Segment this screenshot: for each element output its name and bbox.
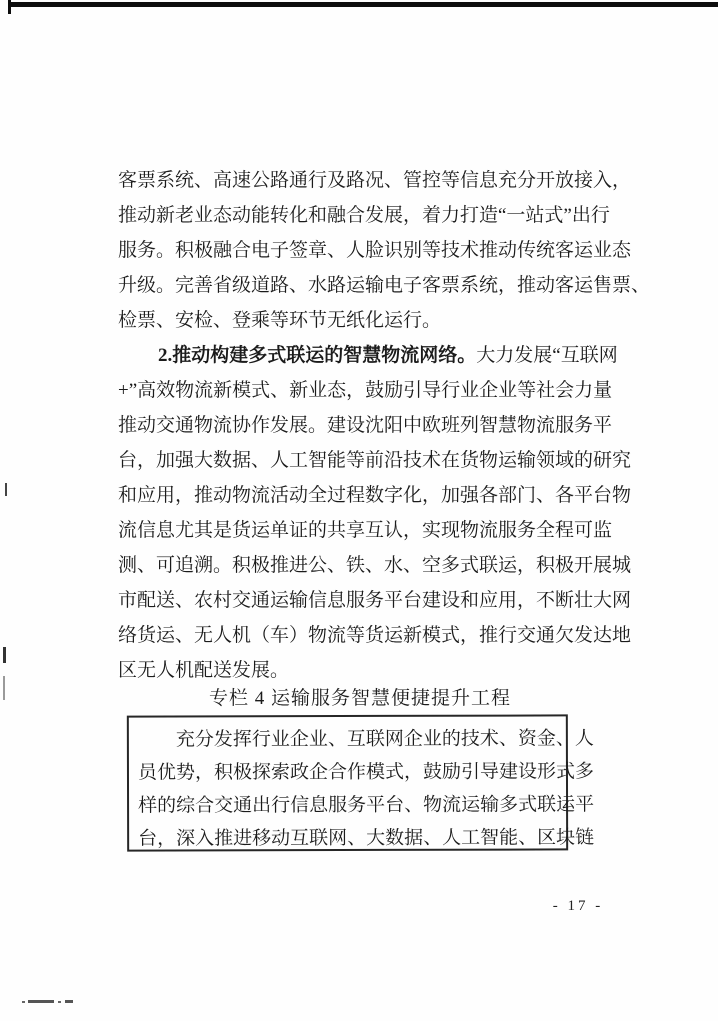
panel-text-line: 台，深入推进移动互联网、大数据、人工智能、区块链 bbox=[138, 827, 595, 850]
scan-artifact-bottom-dot-2 bbox=[58, 1001, 61, 1003]
panel-box bbox=[127, 714, 595, 851]
scan-artifact-top-bar bbox=[8, 2, 718, 7]
body-text-line: 台，加强大数据、人工智能等前沿技术在货物运输领域的研究 bbox=[118, 450, 632, 471]
scan-artifact-bottom-dot-1 bbox=[22, 1001, 25, 1003]
body-text-line: 推动交通物流协作发展。建设沈阳中欧班列智慧物流服务平 bbox=[118, 415, 613, 436]
scan-artifact-top-left-tick bbox=[8, 0, 11, 14]
body-text-line: 流信息尤其是货运单证的共享互认，实现物流服务全程可监 bbox=[118, 520, 613, 541]
body-text-line: 和应用，推动物流活动全过程数字化，加强各部门、各平台物 bbox=[118, 485, 632, 506]
scan-artifact-left-gray-line bbox=[3, 676, 5, 700]
paragraph2-lead-rest: 大力发展“互联网 bbox=[476, 345, 618, 366]
body-text-line: 络货运、无人机（车）物流等货运新模式，推行交通欠发达地 bbox=[118, 625, 632, 646]
body-text-line: +”高效物流新模式、新业态，鼓励引导行业企业等社会力量 bbox=[118, 380, 613, 401]
document-body bbox=[118, 163, 651, 688]
body-text-line-paragraph2-start bbox=[118, 338, 618, 373]
scan-artifact-left-tick-1 bbox=[5, 483, 7, 496]
body-text-line: 市配送、农村交通运输信息服务平台建设和应用，不断壮大网 bbox=[118, 590, 632, 611]
body-text-line: 服务。积极融合电子签章、人脸识别等技术推动传统客运业态 bbox=[118, 240, 632, 261]
panel-text-line: 员优势，积极探索政企合作模式，鼓励引导建设形式多 bbox=[137, 761, 595, 784]
body-text-line: 测、可追溯。积极推进公、铁、水、空多式联运，积极开展城 bbox=[118, 555, 632, 576]
body-text-line: 区无人机配送发展。 bbox=[118, 660, 290, 681]
panel-text-line: 样的综合交通出行信息服务平台、物流运输多式联运平 bbox=[138, 794, 595, 817]
body-text-line: 推动新老业态动能转化和融合发展，着力打造“一站式”出行 bbox=[118, 205, 610, 226]
scan-artifact-left-tick-2 bbox=[3, 647, 6, 663]
paragraph2-bold-lead: 2.推动构建多式联运的智慧物流网络。 bbox=[158, 345, 477, 366]
panel-title: 专栏 4 运输服务智慧便捷提升工程 bbox=[208, 688, 511, 709]
body-text-line: 检票、安检、登乘等环节无纸化运行。 bbox=[118, 310, 442, 331]
scan-artifact-bottom-dash-1 bbox=[28, 1000, 54, 1003]
scan-artifact-bottom-dash-2 bbox=[65, 1000, 73, 1003]
page-number: - 17 - bbox=[552, 898, 604, 914]
panel-text-line: 充分发挥行业企业、互联网企业的技术、资金、人 bbox=[175, 728, 594, 751]
body-text-line: 客票系统、高速公路通行及路况、管控等信息充分开放接入， bbox=[118, 170, 632, 191]
body-text-line: 升级。完善省级道路、水路运输电子客票系统，推动客运售票、 bbox=[118, 275, 651, 296]
